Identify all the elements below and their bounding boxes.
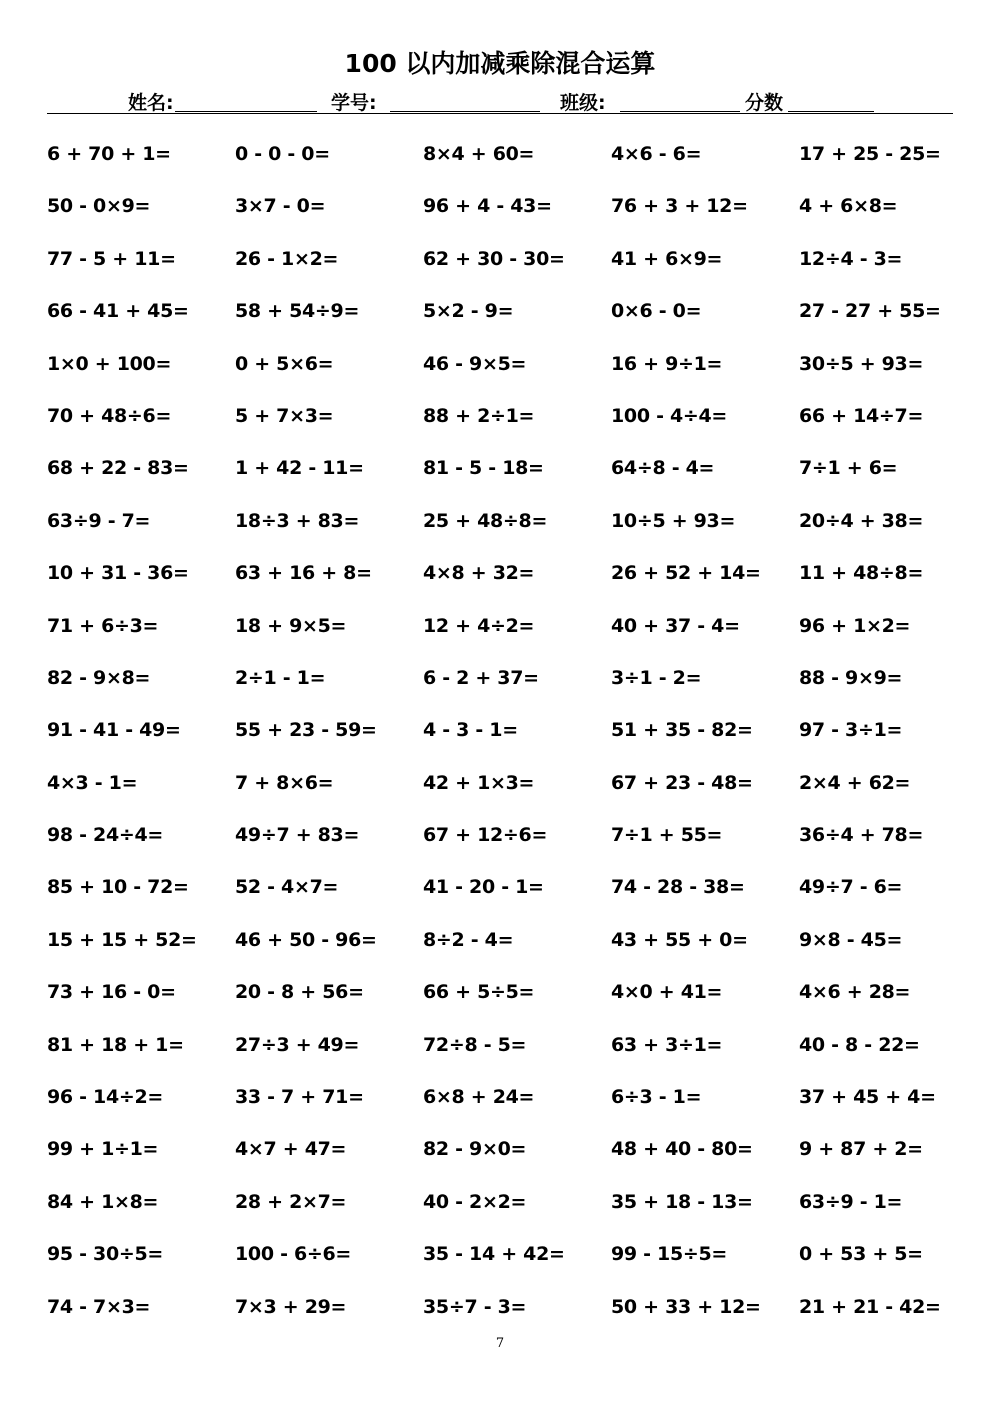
arithmetic-problem: 9 + 87 + 2=	[799, 1138, 923, 1161]
arithmetic-problem: 2÷1 - 1=	[235, 666, 326, 689]
arithmetic-problem: 4 + 6×8=	[799, 195, 898, 218]
arithmetic-problem: 99 - 15÷5=	[611, 1243, 728, 1266]
arithmetic-problem: 3×7 - 0=	[235, 195, 326, 218]
arithmetic-problem: 35÷7 - 3=	[423, 1295, 527, 1318]
score-blank	[788, 111, 874, 112]
arithmetic-problem: 3÷1 - 2=	[611, 666, 702, 689]
arithmetic-problem: 42 + 1×3=	[423, 771, 535, 794]
arithmetic-problem: 7÷1 + 55=	[611, 824, 723, 847]
arithmetic-problem: 4×6 - 6=	[611, 143, 702, 165]
arithmetic-problem: 20÷4 + 38=	[799, 509, 924, 532]
arithmetic-problem: 82 - 9×0=	[423, 1138, 527, 1161]
arithmetic-problem: 41 + 6×9=	[611, 247, 723, 270]
arithmetic-problem: 70 + 48÷6=	[47, 404, 172, 427]
arithmetic-problem: 49÷7 - 6=	[799, 876, 903, 899]
arithmetic-problem: 100 - 6÷6=	[235, 1243, 352, 1266]
arithmetic-problem: 2×4 + 62=	[799, 771, 911, 794]
arithmetic-problem: 63÷9 - 1=	[799, 1190, 903, 1213]
arithmetic-problem: 43 + 55 + 0=	[611, 928, 748, 951]
arithmetic-problem: 91 - 41 - 49=	[47, 719, 181, 742]
arithmetic-problem: 25 + 48÷8=	[423, 509, 548, 532]
arithmetic-problem: 46 - 9×5=	[423, 352, 527, 375]
arithmetic-problem: 8÷2 - 4=	[423, 928, 514, 951]
arithmetic-problem: 7 + 8×6=	[235, 771, 334, 794]
page-number: 7	[495, 1336, 505, 1351]
arithmetic-problem: 99 + 1÷1=	[47, 1138, 159, 1161]
arithmetic-problem: 52 - 4×7=	[235, 876, 339, 899]
arithmetic-problem: 18÷3 + 83=	[235, 509, 360, 532]
arithmetic-problem: 49÷7 + 83=	[235, 824, 360, 847]
name-label: 姓名:	[128, 92, 174, 114]
arithmetic-problem: 4×0 + 41=	[611, 981, 723, 1004]
class-blank	[620, 111, 740, 112]
arithmetic-problem: 0 + 5×6=	[235, 352, 334, 375]
arithmetic-problem: 76 + 3 + 12=	[611, 195, 748, 218]
arithmetic-problem: 63÷9 - 7=	[47, 509, 151, 532]
arithmetic-problem: 5×2 - 9=	[423, 300, 514, 323]
arithmetic-problem: 6÷3 - 1=	[611, 1086, 702, 1109]
arithmetic-problem: 51 + 35 - 82=	[611, 719, 753, 742]
arithmetic-problem: 4×3 - 1=	[47, 771, 138, 794]
arithmetic-problem: 96 - 14÷2=	[47, 1086, 164, 1109]
arithmetic-problem: 6 + 70 + 1=	[47, 143, 171, 165]
arithmetic-problem: 0 - 0 - 0=	[235, 143, 330, 165]
arithmetic-problem: 27÷3 + 49=	[235, 1033, 360, 1056]
arithmetic-problem: 95 - 30÷5=	[47, 1243, 164, 1266]
arithmetic-problem: 0×6 - 0=	[611, 300, 702, 323]
arithmetic-problem: 8×4 + 60=	[423, 143, 535, 165]
arithmetic-problem: 40 - 2×2=	[423, 1190, 527, 1213]
arithmetic-problem: 17 + 25 - 25=	[799, 143, 941, 165]
arithmetic-problem: 7÷1 + 6=	[799, 457, 898, 480]
student-no-blank	[390, 111, 540, 112]
arithmetic-problem: 81 + 18 + 1=	[47, 1033, 184, 1056]
arithmetic-problem: 36÷4 + 78=	[799, 824, 924, 847]
arithmetic-problem: 40 - 8 - 22=	[799, 1033, 920, 1056]
arithmetic-problem: 50 + 33 + 12=	[611, 1295, 761, 1318]
arithmetic-problem: 72÷8 - 5=	[423, 1033, 527, 1056]
arithmetic-problem: 9×8 - 45=	[799, 928, 903, 951]
arithmetic-problem: 88 + 2÷1=	[423, 404, 535, 427]
arithmetic-problem: 74 - 7×3=	[47, 1295, 151, 1318]
arithmetic-problem: 35 + 18 - 13=	[611, 1190, 753, 1213]
score-label: 分数	[745, 92, 784, 114]
arithmetic-problem: 21 + 21 - 42=	[799, 1295, 941, 1318]
arithmetic-problem: 84 + 1×8=	[47, 1190, 159, 1213]
arithmetic-problem: 4 - 3 - 1=	[423, 719, 518, 742]
arithmetic-problem: 96 + 1×2=	[799, 614, 911, 637]
arithmetic-problem: 37 + 45 + 4=	[799, 1086, 936, 1109]
arithmetic-problem: 48 + 40 - 80=	[611, 1138, 753, 1161]
problem-grid	[47, 136, 987, 1341]
name-blank	[175, 111, 317, 112]
arithmetic-problem: 62 + 30 - 30=	[423, 247, 565, 270]
arithmetic-problem: 7×3 + 29=	[235, 1295, 347, 1318]
arithmetic-problem: 40 + 37 - 4=	[611, 614, 740, 637]
arithmetic-problem: 26 - 1×2=	[235, 247, 339, 270]
arithmetic-problem: 100 - 4÷4=	[611, 404, 728, 427]
arithmetic-problem: 85 + 10 - 72=	[47, 876, 189, 899]
arithmetic-problem: 81 - 5 - 18=	[423, 457, 544, 480]
arithmetic-problem: 30÷5 + 93=	[799, 352, 924, 375]
arithmetic-problem: 6 - 2 + 37=	[423, 666, 539, 689]
arithmetic-problem: 68 + 22 - 83=	[47, 457, 189, 480]
arithmetic-problem: 98 - 24÷4=	[47, 824, 164, 847]
arithmetic-problem: 63 + 3÷1=	[611, 1033, 723, 1056]
arithmetic-problem: 4×8 + 32=	[423, 562, 535, 585]
arithmetic-problem: 97 - 3÷1=	[799, 719, 903, 742]
student-no-label: 学号:	[331, 92, 377, 114]
arithmetic-problem: 96 + 4 - 43=	[423, 195, 552, 218]
arithmetic-problem: 46 + 50 - 96=	[235, 928, 377, 951]
arithmetic-problem: 12 + 4÷2=	[423, 614, 535, 637]
arithmetic-problem: 41 - 20 - 1=	[423, 876, 544, 899]
arithmetic-problem: 20 - 8 + 56=	[235, 981, 364, 1004]
arithmetic-problem: 33 - 7 + 71=	[235, 1086, 364, 1109]
class-label: 班级:	[560, 92, 606, 114]
arithmetic-problem: 63 + 16 + 8=	[235, 562, 372, 585]
arithmetic-problem: 26 + 52 + 14=	[611, 562, 761, 585]
arithmetic-problem: 50 - 0×9=	[47, 195, 151, 218]
arithmetic-problem: 0 + 53 + 5=	[799, 1243, 923, 1266]
worksheet-title: 100 以内加减乘除混合运算	[344, 49, 656, 78]
arithmetic-problem: 18 + 9×5=	[235, 614, 347, 637]
arithmetic-problem: 27 - 27 + 55=	[799, 300, 941, 323]
arithmetic-problem: 58 + 54÷9=	[235, 300, 360, 323]
arithmetic-problem: 11 + 48÷8=	[799, 562, 924, 585]
arithmetic-problem: 16 + 9÷1=	[611, 352, 723, 375]
arithmetic-problem: 1×0 + 100=	[47, 352, 172, 375]
arithmetic-problem: 71 + 6÷3=	[47, 614, 159, 637]
arithmetic-problem: 6×8 + 24=	[423, 1086, 535, 1109]
arithmetic-problem: 35 - 14 + 42=	[423, 1243, 565, 1266]
arithmetic-problem: 66 + 14÷7=	[799, 404, 924, 427]
arithmetic-problem: 73 + 16 - 0=	[47, 981, 176, 1004]
header-underline	[47, 113, 953, 114]
arithmetic-problem: 15 + 15 + 52=	[47, 928, 197, 951]
arithmetic-problem: 82 - 9×8=	[47, 666, 151, 689]
arithmetic-problem: 67 + 23 - 48=	[611, 771, 753, 794]
arithmetic-problem: 4×7 + 47=	[235, 1138, 347, 1161]
arithmetic-problem: 12÷4 - 3=	[799, 247, 903, 270]
arithmetic-problem: 74 - 28 - 38=	[611, 876, 745, 899]
arithmetic-problem: 66 - 41 + 45=	[47, 300, 189, 323]
arithmetic-problem: 67 + 12÷6=	[423, 824, 548, 847]
arithmetic-problem: 66 + 5÷5=	[423, 981, 535, 1004]
arithmetic-problem: 10 + 31 - 36=	[47, 562, 189, 585]
arithmetic-problem: 55 + 23 - 59=	[235, 719, 377, 742]
arithmetic-problem: 28 + 2×7=	[235, 1190, 347, 1213]
arithmetic-problem: 5 + 7×3=	[235, 404, 334, 427]
arithmetic-problem: 4×6 + 28=	[799, 981, 911, 1004]
arithmetic-problem: 10÷5 + 93=	[611, 509, 736, 532]
arithmetic-problem: 88 - 9×9=	[799, 666, 903, 689]
arithmetic-problem: 64÷8 - 4=	[611, 457, 715, 480]
arithmetic-problem: 77 - 5 + 11=	[47, 247, 176, 270]
arithmetic-problem: 1 + 42 - 11=	[235, 457, 364, 480]
